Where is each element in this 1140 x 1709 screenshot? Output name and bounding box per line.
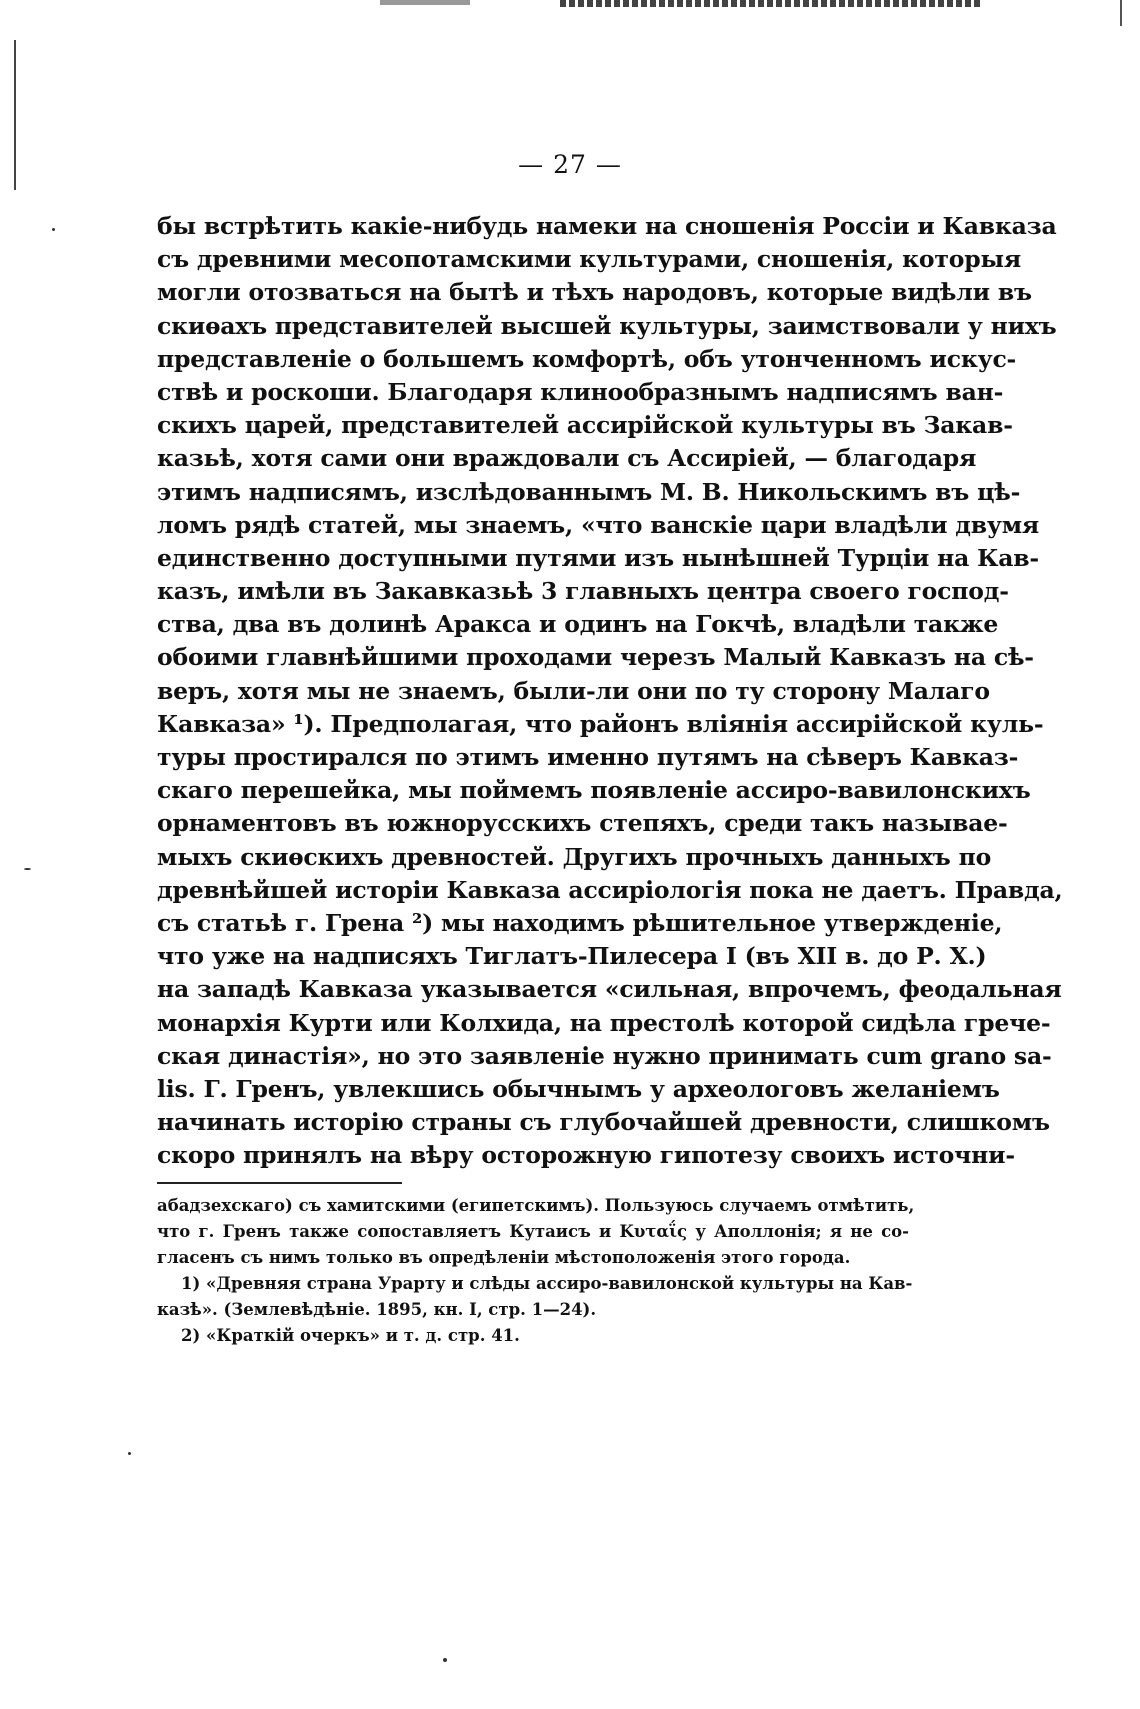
footnote-continuation-line: что г. Гренъ также сопоставляетъ Кутаисъ и Κυταΐς у Аполлонія; я не со- [157,1222,909,1241]
text-line: на западѣ Кавказа указывается «сильная, впрочемъ, феодальная [157,975,1062,1004]
text-line: ства, два въ долинѣ Аракса и одинъ на Гокчѣ, владѣли также [157,610,999,639]
scan-artifact-top-left [380,0,470,5]
text-line: ломъ рядѣ статей, мы знаемъ, «что ванскіе цари владѣли двумя [157,510,1040,539]
page-number: — 27 — [518,150,622,179]
text-line: единственно доступными путями изъ нынѣшней Турціи на Кав- [157,543,1039,572]
text-line: ствѣ и роскоши. Благодаря клинообразнымъ надписямъ ван- [157,377,1004,406]
footnote-1-line: 1) «Древняя страна Урарту и слѣды ассиро-вавилонской культуры на Кав- [181,1274,913,1293]
text-line: что уже на надписяхъ Тиглатъ-Пилесера I (въ XII в. до Р. Х.) [157,942,987,971]
scan-artifact-top [560,0,980,7]
scan-speck [24,868,31,870]
text-line: начинать исторію страны съ глубочайшей древности, слишкомъ [157,1108,1050,1137]
text-line: скоро принялъ на вѣру осторожную гипотезу своихъ источни- [157,1141,1015,1170]
text-line: съ статьѣ г. Грена ²) мы находимъ рѣшительное утвержденіе, [157,908,1003,937]
text-line: скихъ царей, представителей ассирійской культуры въ Закав- [157,411,1013,440]
text-line: казьѣ, хотя сами они враждовали съ Ассиріей, — благодаря [157,444,977,473]
text-line: Кавказа» ¹). Предполагая, что районъ вліянія ассирійской куль- [157,709,1044,738]
scan-speck [128,1452,131,1455]
text-line: обоими главнѣйшими проходами черезъ Малый Кавказъ на сѣ- [157,643,1034,672]
scan-speck [52,228,55,231]
text-line: древнѣйшей исторіи Кавказа ассиріологія пока не даетъ. Правда, [157,875,1063,904]
footnote-divider [157,1182,402,1184]
text-line: туры простирался по этимъ именно путямъ на сѣверъ Кавказ- [157,743,1019,771]
main-text [157,210,1063,1172]
text-line: скаго перешейка, мы поймемъ появленіе ассиро-вавилонскихъ [157,776,1031,805]
footnote-1-line: казѣ». (Землевѣдѣніе. 1895, кн. I, стр. 1—24). [157,1300,597,1319]
text-line: lis. Г. Гренъ, увлекшись обычнымъ у археологовъ желаніемъ [157,1074,1000,1103]
footnote-continuation-line: абадзехскаго) съ хамитскими (египетскимъ). Пользуюсь случаемъ отмѣтить, [157,1196,915,1215]
text-line: мыхъ скиѳскихъ древностей. Другихъ прочныхъ данныхъ по [157,842,992,871]
footnote-continuation-line: гласенъ съ нимъ только въ опредѣленіи мѣстоположенія этого города. [157,1248,851,1267]
text-line: представленіе о большемъ комфортѣ, объ утонченномъ искус- [157,344,1017,373]
text-line: этимъ надписямъ, изслѣдованнымъ М. В. Никольскимъ въ цѣ- [157,477,1021,506]
text-line: веръ, хотя мы не знаемъ, были-ли они по ту сторону Малаго [157,676,990,705]
text-line: могли отозваться на бытѣ и тѣхъ народовъ, которые видѣли въ [157,278,1032,307]
footnote-2: 2) «Краткій очеркъ» и т. д. стр. 41. [181,1326,520,1345]
text-line: съ древними месопотамскими культурами, сношенія, которыя [157,245,1021,274]
scan-speck [443,1658,447,1662]
text-line: бы встрѣтить какіе-нибудь намеки на сношенія Россіи и Кавказа [157,212,1057,240]
text-line: казъ, имѣли въ Закавказьѣ 3 главныхъ центра своего господ- [157,577,1009,606]
text-line: монархія Курти или Колхида, на престолѣ которой сидѣла грече- [157,1008,1051,1037]
text-line: орнаментовъ въ южнорусскихъ степяхъ, среди такъ называе- [157,809,1008,838]
text-line: ская династія», но это заявленіе нужно принимать cum grano sa- [157,1041,1052,1070]
scan-artifact-right-edge [1120,0,1122,26]
footnotes [157,1193,915,1349]
text-line: скиѳахъ представителей высшей культуры, заимствовали у нихъ [157,311,1057,340]
